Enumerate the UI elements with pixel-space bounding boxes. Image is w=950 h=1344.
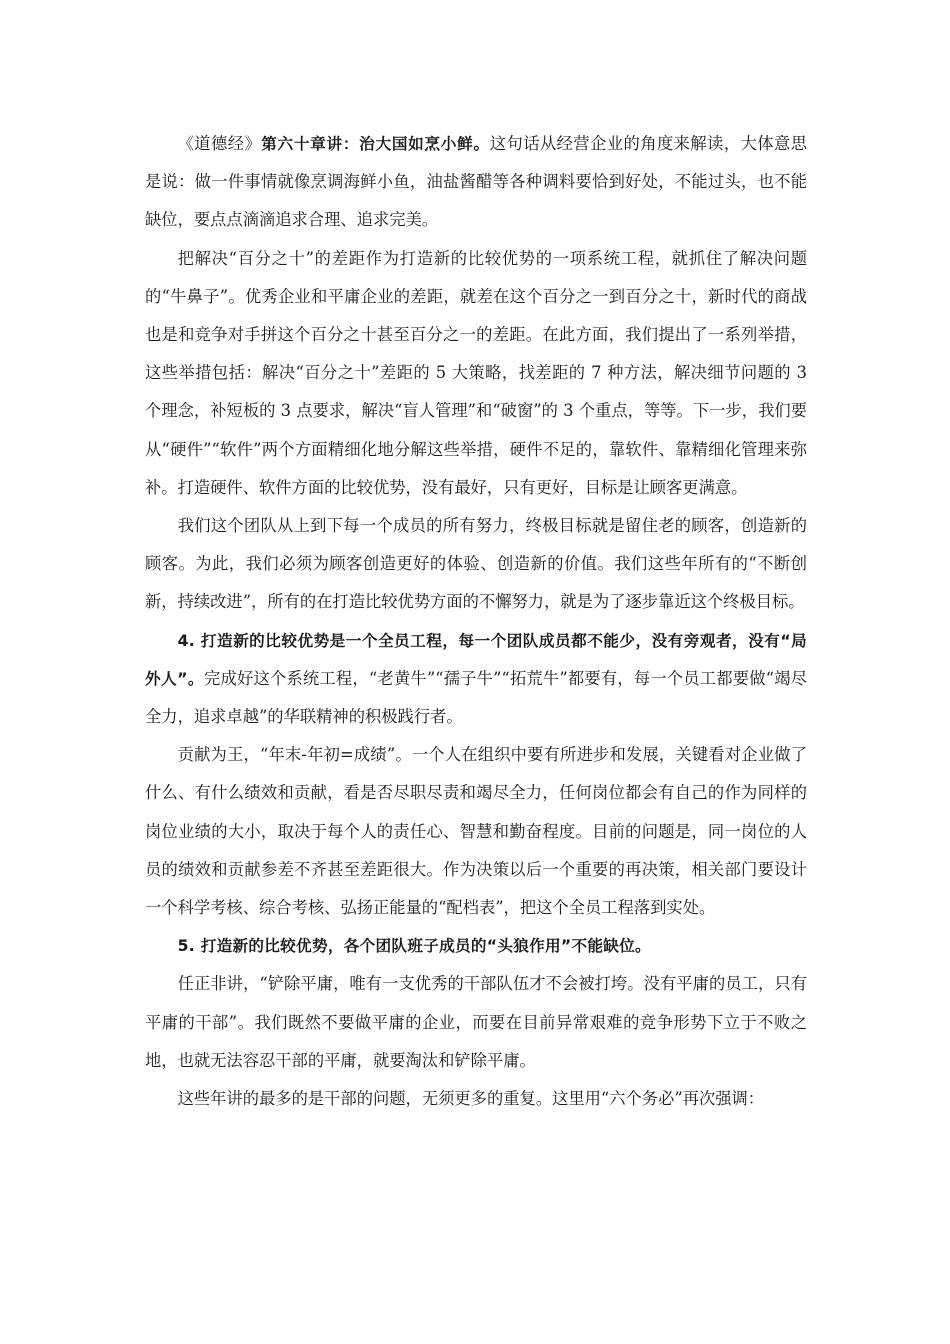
paragraph-3: 我们这个团队从上到下每一个成员的所有努力，终极目标就是留住老的顾客，创造新的顾客。为此，我们必须为顾客创造更好的体验、创造新的价值。我们这些年所有的“不断创新，持续改进”，所有的在打造比较优势方面的不懈努力，就是为了逐步靠近这个终极目标。: [145, 516, 807, 612]
paragraph-4: [145, 622, 807, 737]
paragraph-8: 这些年讲的最多的是干部的问题，无须更多的重复。这里用“六个务必”再次强调：: [177, 1089, 765, 1109]
paragraph-1: [145, 125, 807, 240]
paragraph-1-text: 这句话从经营企业的角度来解读，大体意思是说：做一件事情就像烹调海鲜小鱼，油盐酱醋等各种调料要恰到好处，不能过头，也不能缺位，要点点滴滴追求合理、追求完美。: [145, 134, 807, 230]
section-5-heading: 5. 打造新的比较优势，各个团队班子成员的“头狼作用”不能缺位。: [177, 937, 651, 956]
book-title: 《道德经》: [177, 134, 262, 153]
paragraph-2: 把解决“百分之十”的差距作为打造新的比较优势的一项系统工程，就抓住了解决问题的“牛鼻子”。优秀企业和平庸企业的差距，就差在这个百分之一到百分之十，新时代的商战也是和竞争对手拼这个百分之十甚至百分之一的差距。在此方面，我们提出了一系列举措，这些举措包括：解决“百分之十”差距的 5 大策略，找差距的 7 种方法，解决细节问题的 3 个理念，补短板的 3 点要求，解决“盲人管理”和“破窗”的 3 个重点，等等。下一步，我们要从“硬件”“软件”两个方面精细化地分解这些举措，硬件不足的，靠软件、靠精细化管理来弥补。打造硬件、软件方面的比较优势，没有最好，只有更好，目标是让顾客更满意。: [145, 248, 807, 497]
document-body: [145, 125, 807, 1118]
paragraph-6: [145, 927, 807, 965]
paragraph-1-heading: 第六十章讲：治大国如烹小鲜。: [261, 135, 490, 153]
paragraph-7: 任正非讲，“铲除平庸，唯有一支优秀的干部队伍才不会被打垮。没有平庸的员工，只有平庸的干部”。我们既然不要做平庸的企业，而要在目前异常艰难的竞争形势下立于不败之地，也就无法容忍干部的平庸，就要淘汰和铲除平庸。: [145, 974, 807, 1070]
section-4-heading: 4. 打造新的比较优势是一个全员工程，每一个团队成员都不能少，没有旁观者，没有“局外人”。: [145, 631, 807, 688]
paragraph-4-text: 完成好这个系统工程，“老黄牛”“孺子牛”“拓荒牛”都要有，每一个员工都要做“竭尽全力，追求卓越”的华联精神的积极践行者。: [145, 668, 807, 727]
paragraph-5: 贡献为王，“年末-年初=成绩”。一个人在组织中要有所进步和发展，关键看对企业做了什么、有什么绩效和贡献，看是否尽职尽责和竭尽全力，任何岗位都会有自己的作为同样的岗位业绩的大小，取决于每个人的责任心、智慧和勤奋程度。目前的问题是，同一岗位的人员的绩效和贡献参差不齐甚至差距很大。作为决策以后一个重要的再决策，相关部门要设计一个科学考核、综合考核、弘扬正能量的“配档表”，把这个全员工程落到实处。: [145, 745, 807, 918]
